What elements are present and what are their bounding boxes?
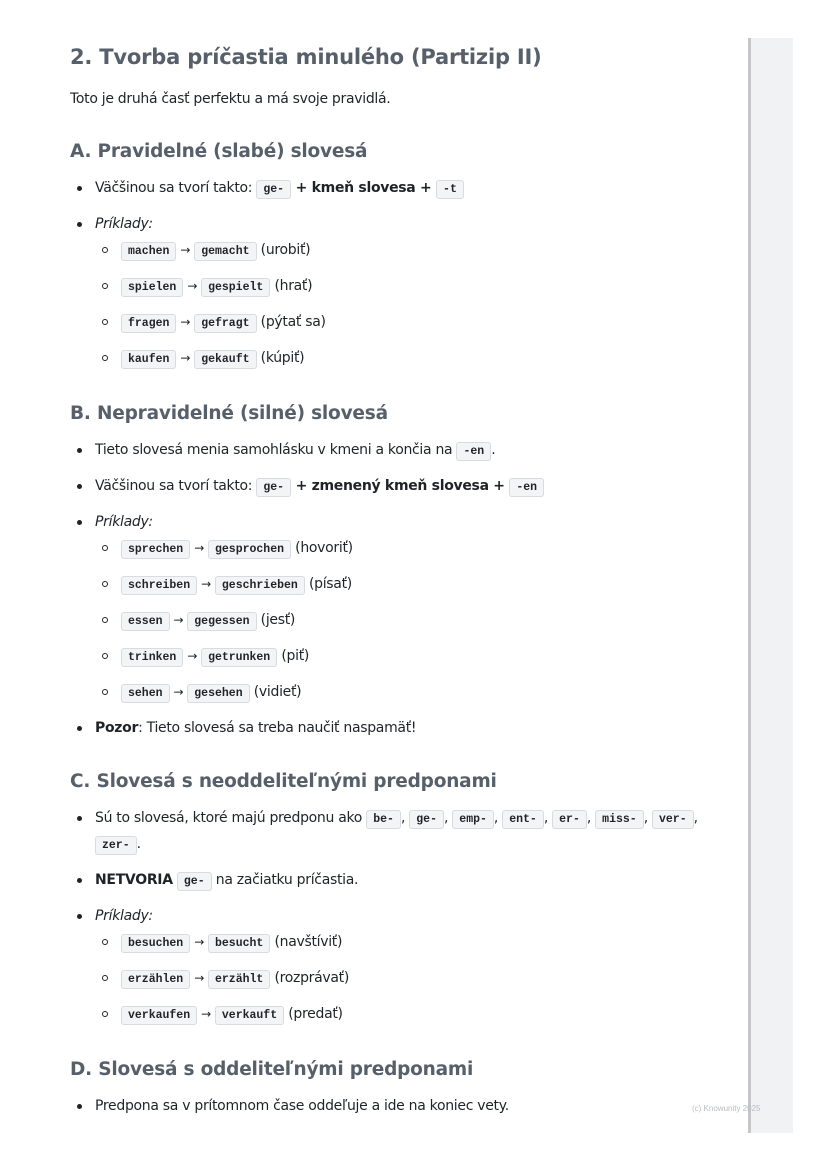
- arrow-icon: →: [180, 315, 191, 329]
- translation: (urobiť): [260, 242, 311, 258]
- code-snippet: zer-: [95, 836, 137, 855]
- participle: getrunken: [201, 648, 277, 667]
- translation: (kúpiť): [260, 350, 305, 366]
- example-item: [95, 644, 730, 670]
- code-snippet: ver-: [652, 810, 694, 829]
- bullet-list: [70, 438, 730, 740]
- example-item: [95, 274, 730, 300]
- text: ,: [693, 810, 698, 826]
- infinitive: verkaufen: [121, 1006, 197, 1025]
- list-item: [70, 806, 730, 858]
- code-snippet: miss-: [595, 810, 644, 829]
- text: Tieto slovesá menia samohlásku v kmeni a končia na: [95, 442, 457, 458]
- text: ,: [586, 810, 596, 826]
- italic-text: Príklady:: [95, 908, 153, 924]
- bullet-list: [70, 176, 730, 372]
- example-item: [95, 238, 730, 264]
- code-snippet: -en: [509, 478, 544, 497]
- example-list: [95, 536, 730, 706]
- translation: (vidieť): [253, 684, 302, 700]
- copyright-footer: (c) Knowunity 2025: [692, 1104, 761, 1113]
- translation: (predať): [288, 1006, 343, 1022]
- intro-paragraph: Toto je druhá časť perfektu a má svoje pravidlá.: [70, 91, 391, 107]
- text: Predpona sa v prítomnom čase oddeľuje a ide na koniec vety.: [95, 1098, 509, 1114]
- arrow-icon: →: [194, 971, 204, 985]
- example-item: [95, 310, 730, 336]
- example-item: [95, 1002, 730, 1028]
- translation: (navštíviť): [274, 934, 343, 950]
- participle: geschrieben: [215, 576, 305, 595]
- infinitive: sehen: [121, 684, 170, 703]
- page-side-panel: [748, 38, 793, 1133]
- infinitive: kaufen: [121, 350, 176, 369]
- example-item: [95, 608, 730, 634]
- list-item: [70, 474, 730, 500]
- arrow-icon: →: [201, 577, 211, 591]
- code-snippet: ent-: [502, 810, 544, 829]
- translation: (hovoriť): [295, 540, 353, 556]
- infinitive: besuchen: [121, 934, 190, 953]
- example-item: [95, 966, 730, 992]
- arrow-icon: →: [173, 613, 184, 627]
- infinitive: trinken: [121, 648, 183, 667]
- text: .: [136, 836, 141, 852]
- participle: besucht: [208, 934, 270, 953]
- participle: gefragt: [194, 314, 256, 333]
- text: ,: [643, 810, 652, 826]
- arrow-icon: →: [187, 649, 198, 663]
- translation: (hrať): [274, 278, 313, 294]
- infinitive: fragen: [121, 314, 176, 333]
- code-snippet: er-: [552, 810, 587, 829]
- section-heading: D. Slovesá s oddeliteľnými predponami: [70, 1059, 474, 1080]
- document-content: [70, 38, 730, 1118]
- list-item: [70, 438, 730, 464]
- translation: (jesť): [260, 612, 296, 628]
- arrow-icon: →: [180, 351, 191, 365]
- text: .: [491, 442, 496, 458]
- participle: gekauft: [194, 350, 256, 369]
- participle: gemacht: [194, 242, 256, 261]
- participle: gegessen: [187, 612, 256, 631]
- italic-text: Príklady:: [95, 514, 153, 530]
- arrow-icon: →: [201, 1007, 211, 1021]
- example-list: [95, 930, 730, 1028]
- infinitive: machen: [121, 242, 176, 261]
- example-item: [95, 536, 730, 562]
- infinitive: sprechen: [121, 540, 190, 559]
- arrow-icon: →: [180, 243, 191, 257]
- italic-text: Príklady:: [95, 216, 153, 232]
- code-snippet: -en: [456, 442, 491, 461]
- list-item: [70, 176, 730, 202]
- section-heading: C. Slovesá s neoddeliteľnými predponami: [70, 771, 497, 792]
- infinitive: essen: [121, 612, 170, 631]
- list-item: [70, 868, 730, 894]
- code-snippet: -t: [436, 180, 464, 199]
- participle: gespielt: [201, 278, 270, 297]
- participle: gesprochen: [208, 540, 291, 559]
- arrow-icon: →: [194, 935, 204, 949]
- arrow-icon: →: [173, 685, 184, 699]
- example-list: [95, 238, 730, 372]
- list-item: [70, 716, 730, 740]
- code-snippet: ge-: [177, 872, 212, 891]
- code-snippet: emp-: [452, 810, 494, 829]
- infinitive: spielen: [121, 278, 183, 297]
- bullet-list: [70, 806, 730, 1028]
- translation: (písať): [308, 576, 352, 592]
- list-item: [70, 904, 730, 1028]
- text: ,: [543, 810, 553, 826]
- translation: (piť): [281, 648, 310, 664]
- participle: verkauft: [215, 1006, 284, 1025]
- infinitive: schreiben: [121, 576, 197, 595]
- infinitive: erzählen: [121, 970, 190, 989]
- participle: erzählt: [208, 970, 270, 989]
- example-item: [95, 346, 730, 372]
- text: ,: [443, 810, 453, 826]
- text: ,: [493, 810, 503, 826]
- sections: [70, 138, 730, 1118]
- translation: (rozprávať): [274, 970, 350, 986]
- list-item: [70, 510, 730, 706]
- code-snippet: ge-: [256, 478, 291, 497]
- page-title: 2. Tvorba príčastia minulého (Partizip II): [70, 45, 542, 69]
- arrow-icon: →: [194, 541, 204, 555]
- list-item: [70, 1094, 730, 1118]
- example-item: [95, 572, 730, 598]
- text: Sú to slovesá, ktoré majú predponu ako: [95, 810, 367, 826]
- text: : Tieto slovesá sa treba naučiť naspamäť!: [138, 720, 417, 736]
- bold-text: Pozor: [95, 720, 139, 736]
- code-snippet: ge-: [409, 810, 444, 829]
- participle: gesehen: [187, 684, 249, 703]
- translation: (pýtať sa): [260, 314, 326, 330]
- text: ,: [400, 810, 410, 826]
- section-heading: A. Pravidelné (slabé) slovesá: [70, 141, 368, 162]
- section-heading: B. Nepravidelné (silné) slovesá: [70, 403, 388, 424]
- bullet-list: [70, 1094, 730, 1118]
- list-item: [70, 212, 730, 372]
- arrow-icon: →: [187, 279, 198, 293]
- bold-text: + zmenený kmeň slovesa +: [291, 478, 510, 494]
- code-snippet: be-: [366, 810, 401, 829]
- text: na začiatku príčastia.: [211, 872, 359, 888]
- code-snippet: ge-: [256, 180, 291, 199]
- bold-text: NETVORIA: [95, 872, 173, 888]
- text: Väčšinou sa tvorí takto:: [95, 180, 257, 196]
- bold-text: + kmeň slovesa +: [291, 180, 437, 196]
- example-item: [95, 930, 730, 956]
- example-item: [95, 680, 730, 706]
- text: Väčšinou sa tvorí takto:: [95, 478, 257, 494]
